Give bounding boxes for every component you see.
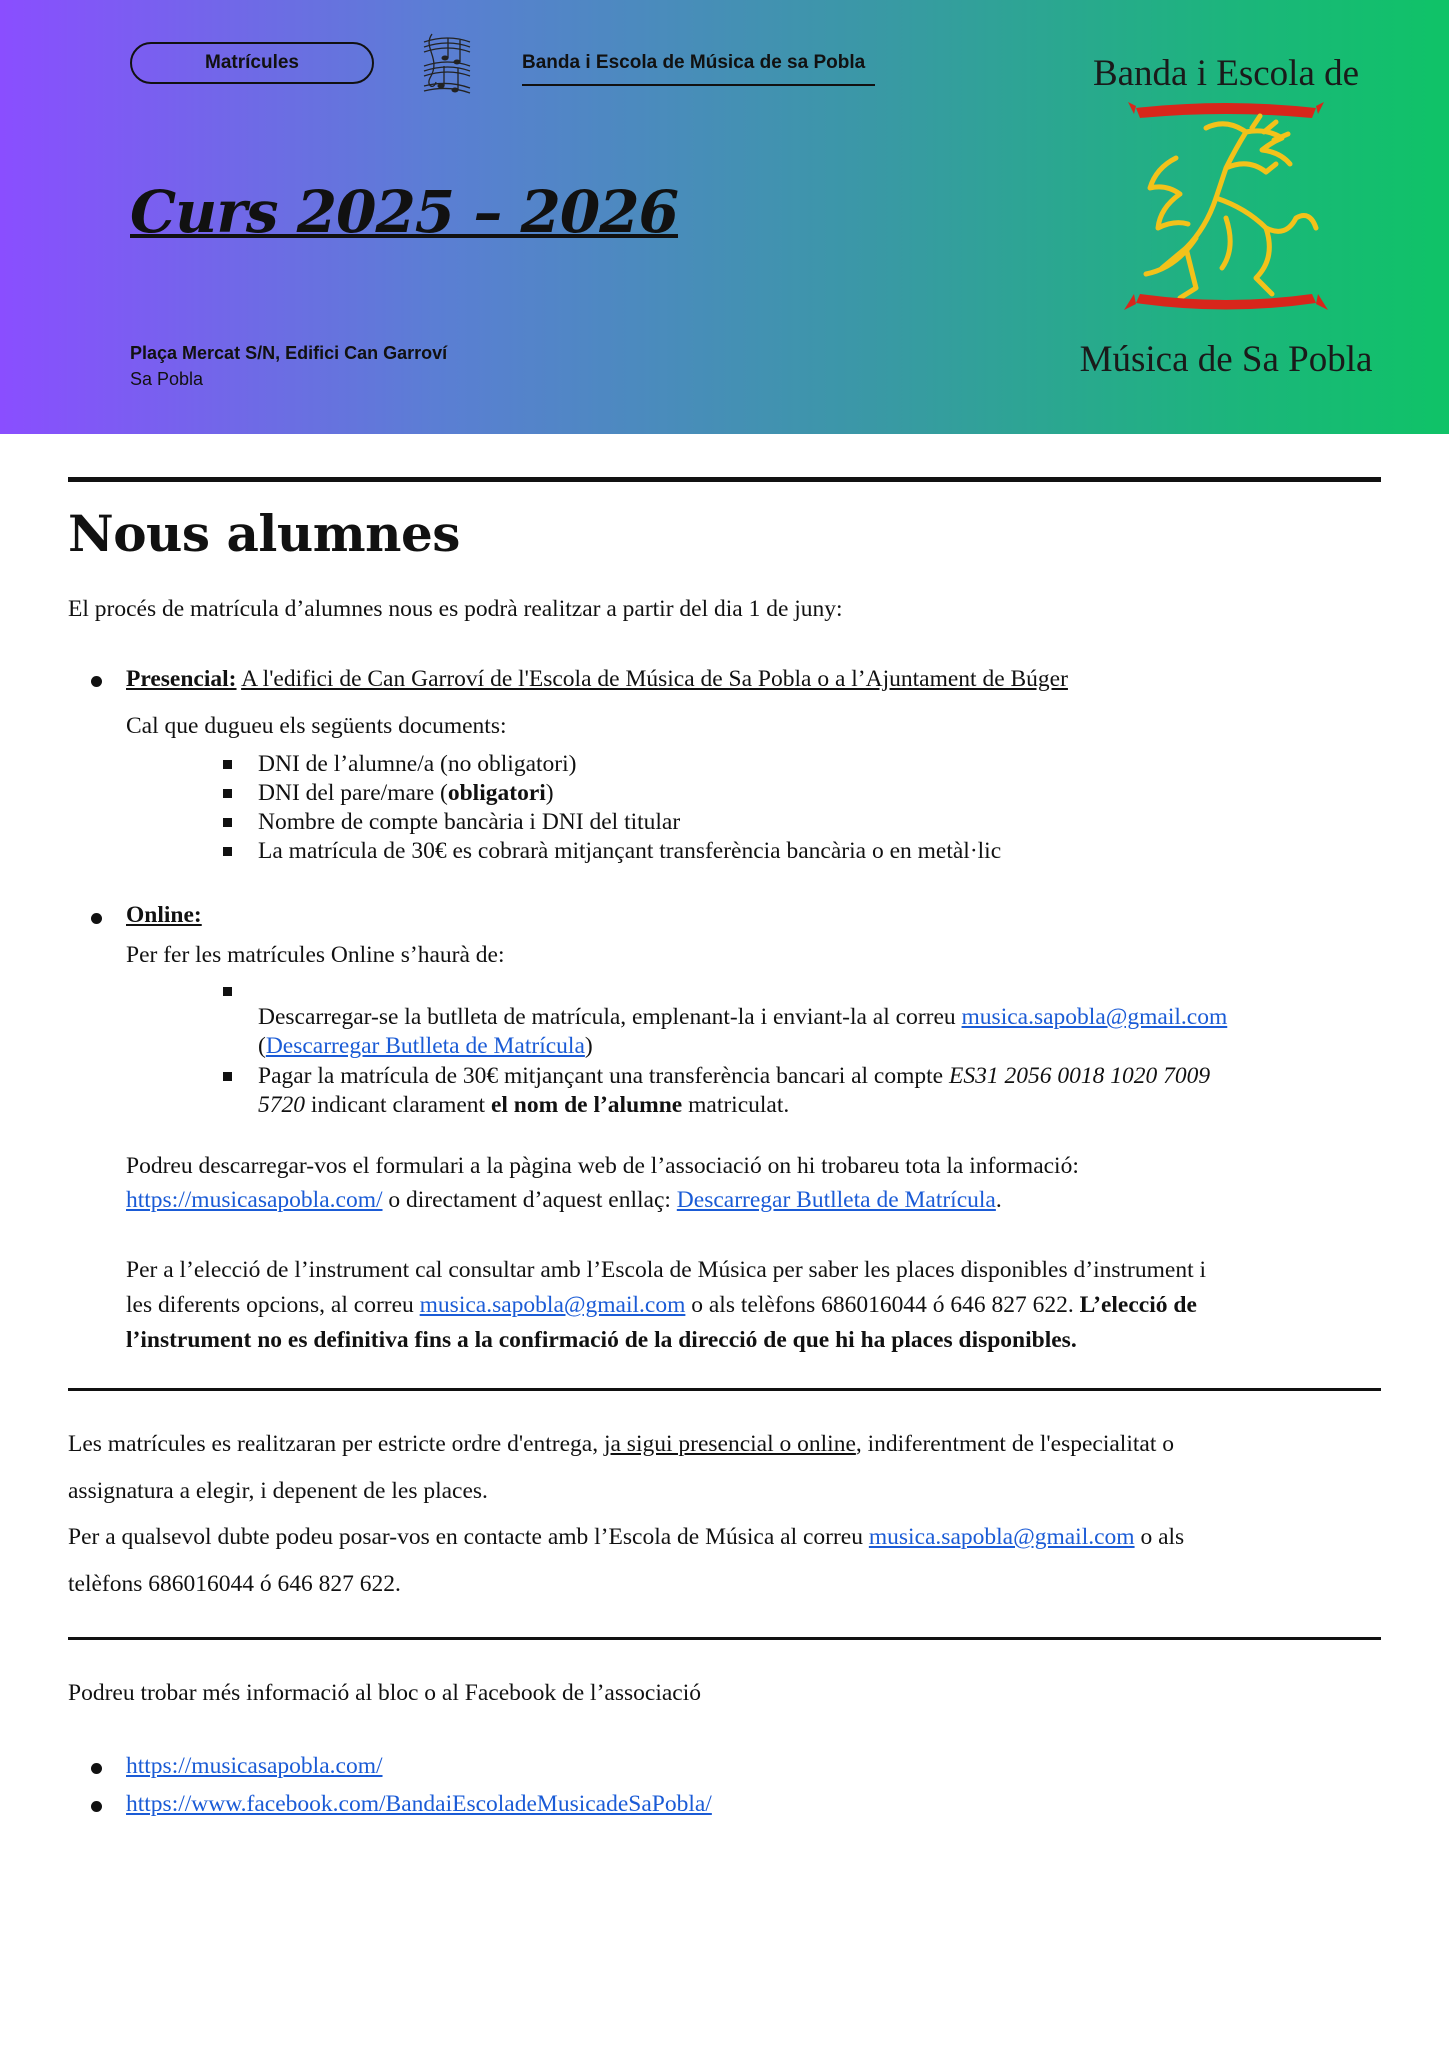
doc-item-2 (258, 779, 554, 807)
logo-text-top: Banda i Escola de (1092, 53, 1360, 94)
intro-text: El procés de matrícula d’alumnes nous es podrà realitzar a partir del dia 1 de juny: (68, 596, 843, 622)
step1-text: Descarregar-se la butlleta de matrícula, emplenant-la i enviant-la al correu (258, 1004, 956, 1030)
form-text2: o directament d’aquest enllaç: (388, 1187, 671, 1213)
square-bullet-icon (223, 818, 232, 827)
bullet-icon (91, 1763, 102, 1774)
section-divider (68, 477, 1381, 482)
paren-close: ) (584, 1033, 593, 1059)
step2-post: matriculat. (688, 1092, 790, 1118)
contact-text-1 (68, 1523, 1184, 1551)
bullet-icon (91, 676, 102, 687)
contact-text-2: telèfons 686016044 ó 646 827 622. (68, 1571, 401, 1597)
period: . (995, 1187, 1002, 1213)
online-label: Online: (126, 902, 202, 928)
bullet-icon (91, 1801, 102, 1812)
course-title: Curs 2025 – 2026 (130, 178, 678, 246)
school-logo (1076, 48, 1376, 388)
music-notes-icon (418, 28, 476, 100)
square-bullet-icon (223, 789, 232, 798)
order-text-2: assignatura a elegir, i depenent de les places. (68, 1478, 488, 1504)
step2-pre: Pagar la matrícula de 30€ mitjançant una transferència bancari al compte (258, 1063, 944, 1089)
presencial-place: A l'edifici de Can Garroví de l'Escola de Música de Sa Pobla o a l’Ajuntament de Búger (241, 666, 1068, 692)
online-step-2-cont (258, 1091, 789, 1119)
order-post: , indiferentment de l'especialitat o (855, 1431, 1174, 1457)
header-banner (0, 0, 1449, 434)
download-form-link[interactable]: Descarregar Butlleta de Matrícula (265, 1033, 585, 1059)
doc2-pre: DNI del pare/mare ( (258, 780, 448, 806)
square-bullet-icon (223, 847, 232, 856)
instrument-text-2 (126, 1291, 1197, 1319)
facebook-link[interactable]: https://www.facebook.com/BandaiEscoladeMusicadeSaPobla/ (126, 1791, 712, 1817)
contact-pre: Per a qualsevol dubte podeu posar-vos en contacte amb l’Escola de Música al correu (68, 1524, 863, 1550)
website-link[interactable]: https://musicasapobla.com/ (126, 1753, 383, 1779)
form-links-line (126, 1186, 1002, 1214)
presencial-label: Presencial: (126, 666, 237, 692)
doc2-post: ) (545, 780, 554, 806)
paren-open: ( (258, 1033, 266, 1059)
instrument-bold1: L’elecció de (1079, 1292, 1197, 1318)
square-bullet-icon (223, 760, 232, 769)
step2-mid: indicant clarament (310, 1092, 486, 1118)
matricules-pill[interactable]: Matrícules (130, 42, 374, 84)
contact-email-link[interactable]: musica.sapobla@gmail.com (868, 1524, 1135, 1550)
online-step-1-link (258, 1032, 593, 1060)
instrument-post: o als telèfons 686016044 ó 646 827 622. (691, 1292, 1074, 1318)
instrument-text-1: Per a l’elecció de l’instrument cal consultar amb l’Escola de Música per saber les places disponibles d’instrument i (126, 1257, 1207, 1283)
step2-bold: el nom de l’alumne (490, 1092, 683, 1118)
doc-item-1: DNI de l’alumne/a (no obligatori) (258, 751, 577, 777)
section-divider (68, 1637, 1381, 1640)
doc-item-3: Nombre de compte bancària i DNI del titular (258, 809, 681, 835)
site-link[interactable]: https://musicasapobla.com/ (126, 1187, 383, 1213)
form-text: Podreu descarregar-vos el formulari a la pàgina web de l’associació on hi trobareu tota la informació: (126, 1153, 1079, 1179)
section-divider (68, 1388, 1381, 1391)
order-underlined: ja sigui presencial o online (603, 1431, 856, 1457)
instrument-pre: les diferents opcions, al correu (126, 1292, 414, 1318)
docs-intro: Cal que dugueu els següents documents: (126, 713, 507, 739)
address-line2: Sa Pobla (130, 369, 204, 389)
band-name: Banda i Escola de Música de sa Pobla (522, 52, 875, 86)
instrument-text-3: l’instrument no es definitiva fins a la confirmació de la direcció de que hi ha places disponibles. (126, 1327, 1077, 1353)
order-text-1 (68, 1430, 1174, 1458)
online-step-2 (258, 1062, 1210, 1090)
square-bullet-icon (223, 987, 232, 996)
address-line1: Plaça Mercat S/N, Edifici Can Garroví (130, 343, 448, 363)
contact-post: o als (1140, 1524, 1185, 1550)
logo-text-bottom: Música de Sa Pobla (1079, 339, 1373, 380)
doc2-bold: obligatori (447, 780, 546, 806)
winged-creature-icon (1076, 98, 1376, 338)
square-bullet-icon (223, 1072, 232, 1081)
email-link[interactable]: musica.sapobla@gmail.com (961, 1004, 1228, 1030)
presencial-item (126, 665, 1068, 693)
iban-part2: 5720 (258, 1092, 305, 1118)
bullet-icon (91, 913, 102, 924)
order-pre: Les matrícules es realitzaran per estricte ordre d'entrega, (68, 1431, 599, 1457)
more-info-text: Podreu trobar més informació al bloc o al Facebook de l’associació (68, 1680, 701, 1706)
online-intro: Per fer les matrícules Online s’haurà de: (126, 942, 505, 968)
doc-item-4: La matrícula de 30€ es cobrarà mitjançant transferència bancària o en metàl·lic (258, 838, 1002, 864)
instrument-email-link[interactable]: musica.sapobla@gmail.com (419, 1292, 686, 1318)
download-form-link-2[interactable]: Descarregar Butlleta de Matrícula (676, 1187, 996, 1213)
page-heading: Nous alumnes (68, 504, 460, 563)
online-step-1 (258, 1003, 1227, 1031)
iban-part1: ES31 2056 0018 1020 7009 (948, 1063, 1211, 1089)
